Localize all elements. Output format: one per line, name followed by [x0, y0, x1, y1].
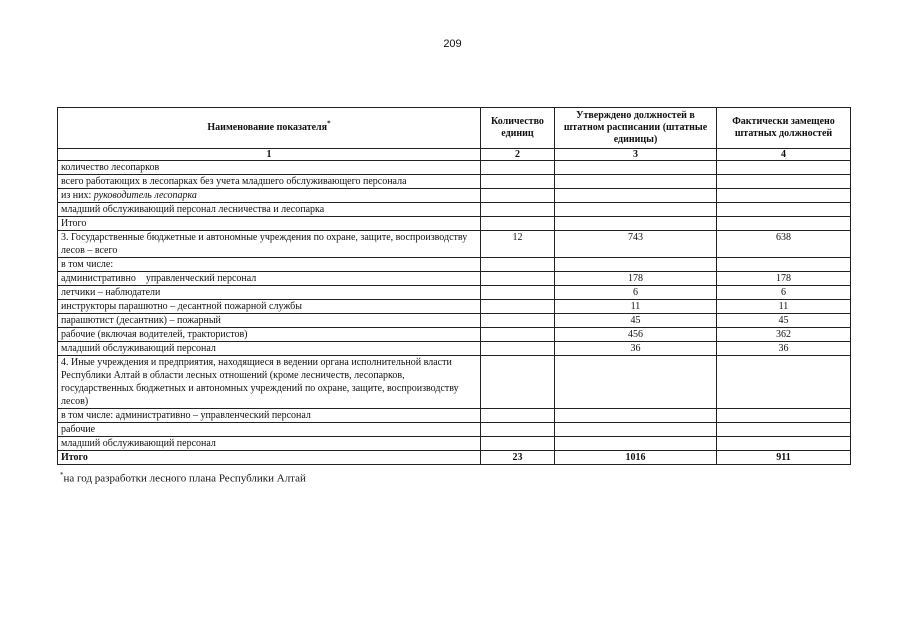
row-name: в том числе: — [58, 258, 481, 272]
column-number: 2 — [481, 149, 555, 161]
row-units — [481, 409, 555, 423]
row-actual — [717, 356, 851, 409]
table-row — [58, 175, 851, 189]
row-units — [481, 203, 555, 217]
row-actual: 638 — [717, 231, 851, 258]
table-row — [58, 231, 851, 258]
row-actual — [717, 189, 851, 203]
row-actual: 11 — [717, 300, 851, 314]
footnote-text: на год разработки лесного плана Республики Алтай — [63, 472, 306, 485]
row-approved: 11 — [555, 300, 717, 314]
row-approved — [555, 161, 717, 175]
row-name: парашютист (десантник) – пожарный — [58, 314, 481, 328]
row-name: всего работающих в лесопарках без учета младшего обслуживающего персонала — [58, 175, 481, 189]
row-name: младший обслуживающий персонал — [58, 437, 481, 451]
row-name: Итого — [58, 217, 481, 231]
total-units: 23 — [481, 451, 555, 465]
row-units — [481, 314, 555, 328]
table-row — [58, 258, 851, 272]
row-units — [481, 189, 555, 203]
table-row — [58, 437, 851, 451]
footnote — [60, 471, 306, 485]
header-actual: Фактически замещено штатных должностей — [717, 108, 851, 149]
row-approved — [555, 258, 717, 272]
table-row — [58, 272, 851, 286]
row-name: летчики – наблюдатели — [58, 286, 481, 300]
row-units — [481, 423, 555, 437]
row-name: в том числе: административно – управленческий персонал — [58, 409, 481, 423]
row-actual — [717, 423, 851, 437]
footnote-mark: * — [60, 471, 64, 479]
row-approved — [555, 203, 717, 217]
row-actual — [717, 175, 851, 189]
header-indicator-name — [58, 108, 481, 149]
column-number-row — [58, 149, 851, 161]
row-name: 3. Государственные бюджетные и автономные учреждения по охране, защите, воспроизводству лесов – всего — [58, 231, 481, 258]
table-row — [58, 217, 851, 231]
column-number: 1 — [58, 149, 481, 161]
row-actual — [717, 161, 851, 175]
table-header-row — [58, 108, 851, 149]
row-name: младший обслуживающий персонал — [58, 342, 481, 356]
row-units — [481, 272, 555, 286]
row-units — [481, 286, 555, 300]
table-row — [58, 300, 851, 314]
staffing-table — [57, 107, 851, 465]
row-units — [481, 258, 555, 272]
row-name: количество лесопарков — [58, 161, 481, 175]
row-actual: 362 — [717, 328, 851, 342]
row-units — [481, 175, 555, 189]
row-actual — [717, 203, 851, 217]
row-actual — [717, 437, 851, 451]
row-actual — [717, 217, 851, 231]
column-number: 3 — [555, 149, 717, 161]
row-units — [481, 300, 555, 314]
row-actual: 45 — [717, 314, 851, 328]
row-units — [481, 356, 555, 409]
row-name-prefix: из них: — [61, 190, 94, 201]
row-approved — [555, 409, 717, 423]
row-units — [481, 342, 555, 356]
total-actual: 911 — [717, 451, 851, 465]
total-row — [58, 451, 851, 465]
row-approved: 456 — [555, 328, 717, 342]
row-name — [58, 189, 481, 203]
table-row — [58, 342, 851, 356]
row-actual: 36 — [717, 342, 851, 356]
table-row — [58, 356, 851, 409]
row-units — [481, 161, 555, 175]
row-name: 4. Иные учреждения и предприятия, находящиеся в ведении органа исполнительной власти Республики Алтай в области лесных отношений (кроме лесничеств, лесопарков, государственных бюджетных и автономных учреждений по охране, защите, воспроизводству лесов) — [58, 356, 481, 409]
table-row — [58, 203, 851, 217]
row-approved: 45 — [555, 314, 717, 328]
total-approved: 1016 — [555, 451, 717, 465]
row-actual: 178 — [717, 272, 851, 286]
total-name: Итого — [58, 451, 481, 465]
row-actual — [717, 409, 851, 423]
row-units — [481, 437, 555, 451]
row-approved: 178 — [555, 272, 717, 286]
header-indicator-label: Наименование показателя — [207, 122, 328, 133]
row-approved: 36 — [555, 342, 717, 356]
page-number: 209 — [443, 38, 462, 50]
row-name: инструкторы парашютно – десантной пожарной службы — [58, 300, 481, 314]
row-approved: 6 — [555, 286, 717, 300]
table-row — [58, 328, 851, 342]
row-approved — [555, 189, 717, 203]
header-footnote-mark: * — [327, 119, 331, 128]
row-actual: 6 — [717, 286, 851, 300]
row-units — [481, 217, 555, 231]
row-approved — [555, 437, 717, 451]
table-row — [58, 409, 851, 423]
row-units — [481, 328, 555, 342]
table-row — [58, 314, 851, 328]
table-row — [58, 423, 851, 437]
row-approved — [555, 423, 717, 437]
row-units: 12 — [481, 231, 555, 258]
table-row — [58, 286, 851, 300]
row-name: рабочие — [58, 423, 481, 437]
column-number: 4 — [717, 149, 851, 161]
header-approved: Утверждено должностей в штатном расписании (штатные единицы) — [555, 108, 717, 149]
row-name: рабочие (включая водителей, трактористов) — [58, 328, 481, 342]
row-actual — [717, 258, 851, 272]
row-name: младший обслуживающий персонал лесничества и лесопарка — [58, 203, 481, 217]
table-row — [58, 161, 851, 175]
row-approved — [555, 217, 717, 231]
row-name-italic: руководитель лесопарка — [93, 190, 197, 201]
row-approved: 743 — [555, 231, 717, 258]
header-units: Количество единиц — [481, 108, 555, 149]
table-row — [58, 189, 851, 203]
row-name: административно управленческий персонал — [58, 272, 481, 286]
row-approved — [555, 175, 717, 189]
row-approved — [555, 356, 717, 409]
